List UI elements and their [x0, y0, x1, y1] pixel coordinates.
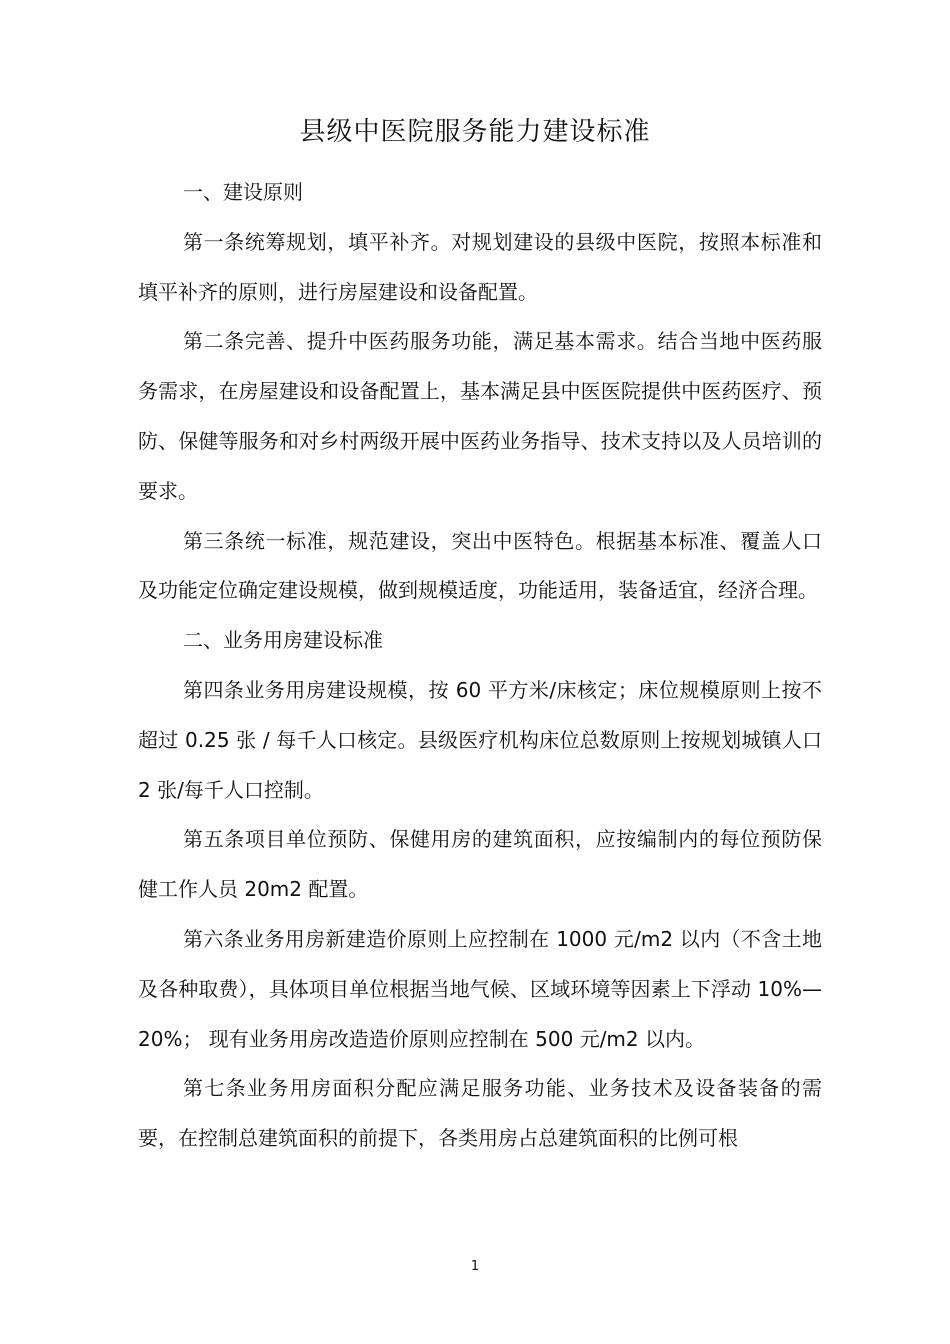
article-1-paragraph: 第一条统筹规划，填平补齐。对规划建设的县级中医院，按照本标准和填平补齐的原则，进行房屋建设和设备配置。: [138, 229, 822, 304]
article-6-paragraph: 第六条业务用房新建造价原则上应控制在 1000 元/m2 以内（不含土地及各种取费），具体项目单位根据当地气候、区域环境等因素上下浮动 10%—20%； 现有业务用房改造造价原则应控制在 500 元/m2 以内。: [138, 926, 822, 1051]
article-2-paragraph: 第二条完善、提升中医药服务功能，满足基本需求。结合当地中医药服务需求，在房屋建设和设备配置上，基本满足县中医医院提供中医药医疗、预防、保健等服务和对乡村两级开展中医药业务指导、技术支持以及人员培训的要求。: [138, 329, 822, 503]
section-heading-business-building-standard: 二、业务用房建设标准: [183, 628, 383, 653]
section-heading-construction-principles: 一、建设原则: [183, 180, 303, 204]
article-7-paragraph: 第七条业务用房面积分配应满足服务功能、业务技术及设备装备的需要，在控制总建筑面积的前提下，各类用房占总建筑面积的比例可根: [138, 1076, 822, 1151]
page-number: 1: [470, 1259, 480, 1274]
article-4-paragraph: 第四条业务用房建设规模，按 60 平方米/床核定；床位规模原则上按不超过 0.25 张 / 每千人口核定。县级医疗机构床位总数原则上按规划城镇人口 2 张/每千人口控制。: [138, 677, 822, 802]
document-body: [138, 168, 822, 1164]
article-3-paragraph: 第三条统一标准，规范建设，突出中医特色。根据基本标准、覆盖人口及功能定位确定建设规模，做到规模适度，功能适用，装备适宜，经济合理。: [138, 528, 822, 603]
article-5-paragraph: 第五条项目单位预防、保健用房的建筑面积，应按编制内的每位预防保健工作人员 20m2 配置。: [138, 827, 822, 902]
document-title: 县级中医院服务能力建设标准: [299, 117, 651, 147]
